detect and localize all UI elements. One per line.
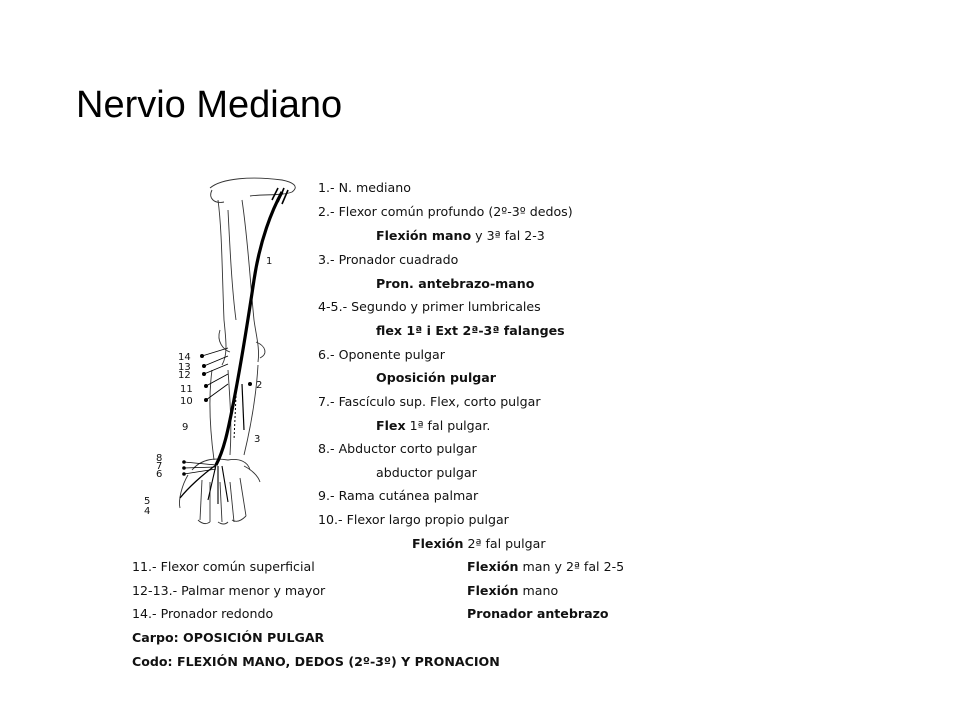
legend-line-14: 14.- Pronador redondo [132,606,274,621]
legend-line-7-action: Flex 1ª fal pulgar. [376,418,491,433]
legend-line-12-action: Flexión mano [467,583,559,598]
diagram-label-12: 12 [178,370,191,381]
legend-codo: Codo: FLEXIÓN MANO, DEDOS (2º-3º) Y PRONACION [132,654,500,669]
legend-line-4: 4-5.- Segundo y primer lumbricales [318,299,541,314]
diagram-label-1: 1 [266,256,273,267]
legend-line-2: 2.- Flexor común profundo (2º-3º dedos) [318,204,573,219]
legend-line-10: 10.- Flexor largo propio pulgar [318,512,509,527]
diagram-label-13: 13 [178,362,191,373]
diagram-label-6: 6 [156,469,163,480]
diagram-label-7: 7 [156,461,163,472]
page-title: Nervio Mediano [76,84,343,126]
legend-line-9: 9.- Rama cutánea palmar [318,488,479,503]
diagram-label-8: 8 [156,453,163,464]
legend-line-6: 6.- Oponente pulgar [318,347,445,362]
legend-carpo: Carpo: OPOSICIÓN PULGAR [132,630,325,645]
diagram-label-11: 11 [180,384,193,395]
legend-line-14-action: Pronador antebrazo [467,606,609,621]
diagram-label-2: 2 [256,380,263,391]
legend-line-11-action: Flexión man y 2ª fal 2-5 [467,559,625,574]
diagram-label-10: 10 [180,396,193,407]
legend-line-4-action: flex 1ª i Ext 2ª-3ª falanges [376,323,565,338]
legend-line-2-action: Flexión mano y 3ª fal 2-3 [376,228,545,243]
legend-line-7: 7.- Fascículo sup. Flex, corto pulgar [318,394,541,409]
legend-line-10-action: Flexión 2ª fal pulgar [412,536,546,551]
legend-line-3-action: Pron. antebrazo-mano [376,276,535,291]
legend-line-6-action: Oposición pulgar [376,370,496,385]
legend-line-8-action: abductor pulgar [376,465,477,480]
legend-line-3: 3.- Pronador cuadrado [318,252,459,267]
diagram-label-9: 9 [182,422,189,433]
legend-line-1: 1.- N. mediano [318,180,411,195]
legend-line-11: 11.- Flexor común superficial [132,559,315,574]
diagram-label-3: 3 [254,434,261,445]
legend-line-8: 8.- Abductor corto pulgar [318,441,477,456]
legend-line-12: 12-13.- Palmar menor y mayor [132,583,326,598]
diagram-label-4: 4 [144,506,151,517]
diagram-label-5: 5 [144,496,151,507]
diagram-label-14: 14 [178,352,191,363]
